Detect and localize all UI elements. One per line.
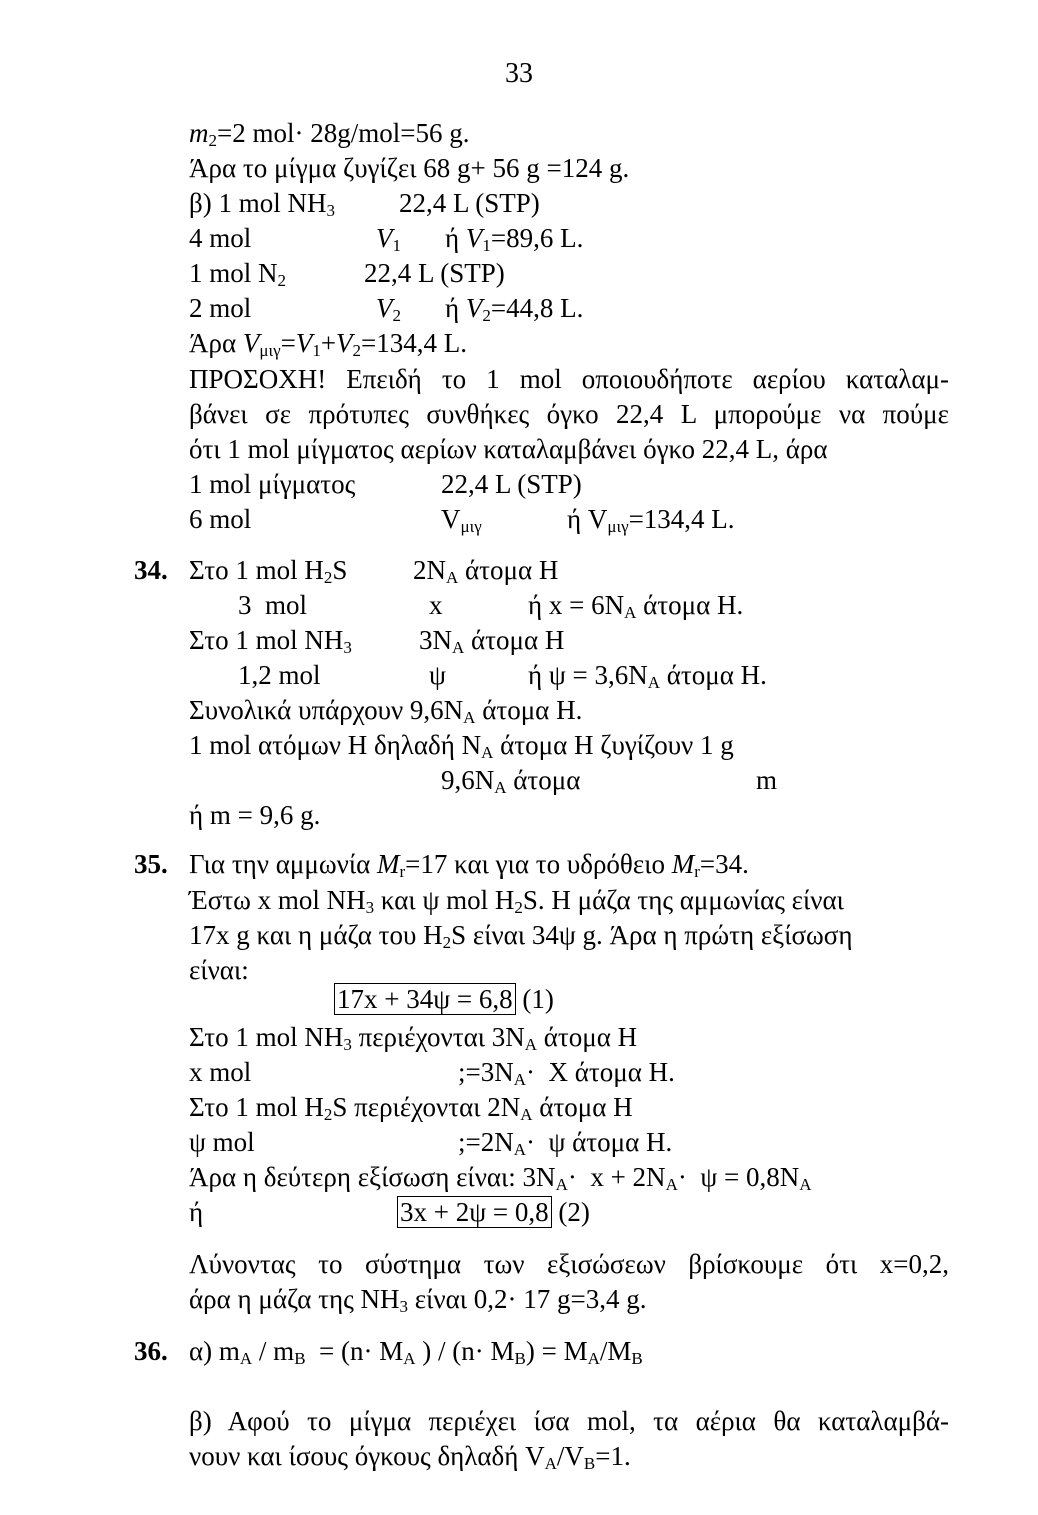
ex35-equation-1: 17x + 34ψ = 6,8 (1) bbox=[334, 986, 554, 1013]
v2-symbol: $V_2$ bbox=[376, 293, 401, 325]
ex34-h2s-atoms: $2N_A$ άτομα H bbox=[413, 555, 559, 587]
ex34-3mol: 3 mol bbox=[238, 590, 308, 620]
ex35-or: ή bbox=[189, 1197, 204, 1227]
ex34-nh3-line: Στο 1 mol $NH_3$ bbox=[189, 625, 352, 657]
ex35-line-12: άρα η μάζα της $NH_3$ είναι 0,2· 17 g=3,4 g. bbox=[189, 1284, 647, 1316]
ex34-mass-line: 1 mol ατόμων H δηλαδή $N_A$ άτομα H ζυγίζουν 1 g bbox=[189, 730, 734, 762]
ex35-line-7: Στο 1 mol $H_2S$ περιέχονται $2N_A$ άτομα H bbox=[189, 1092, 633, 1124]
n2-line: 1 mol $N_2$ bbox=[189, 258, 287, 290]
ex34-1-2mol: 1,2 mol bbox=[238, 660, 321, 690]
ex34-psi-result: ή $\psi = 3,6N_A$ άτομα H. bbox=[528, 660, 767, 692]
ex34-m: m bbox=[756, 765, 778, 795]
total-mass-line: Άρα το μίγμα ζυγίζει 68 g+ 56 g =124 g. bbox=[189, 153, 630, 183]
mix-volume: 22,4 L (STP) bbox=[441, 469, 582, 499]
ex35-psi-mol: ψ mol bbox=[189, 1127, 255, 1157]
ex36-line-1: α) $m_A / m_B = (n\cdot M_A$ ) / $(n\cdot M_B) = M_A/M_B$ bbox=[189, 1336, 643, 1368]
ex35-line-5: Στο 1 mol $NH_3$ περιέχονται $3N_A$ άτομα H bbox=[189, 1022, 638, 1054]
equation-1-box: 17x + 34ψ = 6,8 bbox=[334, 983, 516, 1015]
ex35-line-1: Για την αμμωνία $M_r=17$ και για το υδρόθειο $M_r=34$. bbox=[189, 849, 749, 881]
exercise-34-number: 34. bbox=[134, 555, 168, 585]
ex35-psi-atoms: $;=2N_A\cdot \psi$ άτομα H. bbox=[458, 1127, 673, 1159]
ex34-h2s-line: Στο 1 mol $H_2S$ bbox=[189, 555, 348, 587]
ex35-line-9: Άρα η δεύτερη εξίσωση είναι: $3N_A\cdot x + 2N_A\cdot \psi = 0,8N_A$ bbox=[189, 1162, 812, 1194]
ex35-line-3: 17x g και η μάζα του $H_2S$ είναι 34ψ g. Άρα η πρώτη εξίσωση bbox=[189, 920, 853, 952]
page-number: 33 bbox=[505, 58, 533, 89]
exercise-36-number: 36. bbox=[134, 1336, 168, 1366]
ex34-9-6na: $9,6N_A$ άτομα bbox=[441, 765, 581, 797]
nh3-volume-value: 22,4 L (STP) bbox=[399, 188, 540, 218]
ex35-line-11: Λύνοντας το σύστημα των εξισώσεων βρίσκουμε ότι x=0,2, bbox=[189, 1249, 949, 1279]
mix-6mol: 6 mol bbox=[189, 504, 252, 534]
ex34-x-result: ή $x = 6N_A$ άτομα H. bbox=[528, 590, 744, 622]
nh3-volume-line: β) 1 mol $NH_3$ bbox=[189, 188, 335, 220]
ex35-x-atoms: $;=3N_A\cdot X$ άτομα H. bbox=[458, 1057, 675, 1089]
ex35-line-2: Έστω x mol $NH_3$ και ψ mol $H_2S$. H μάζα της αμμωνίας είναι bbox=[189, 885, 844, 917]
vmix-result: ή $V_{\mu\iota\gamma}=134,4$ L. bbox=[567, 504, 735, 536]
ex34-result: ή m = 9,6 g. bbox=[189, 800, 321, 830]
exercise-35-number: 35. bbox=[134, 849, 168, 879]
ex34-psi: ψ bbox=[429, 660, 446, 690]
equation-2-box: 3x + 2ψ = 0,8 bbox=[397, 1196, 552, 1228]
vmix-symbol: $V_{\mu\iota\gamma}$ bbox=[441, 504, 482, 536]
mix-1mol: 1 mol μίγματος bbox=[189, 469, 356, 499]
ex36-line-3: νουν και ίσους όγκους δηλαδή $V_A/V_B=1$. bbox=[189, 1441, 631, 1473]
ex35-line-4: είναι: bbox=[189, 955, 249, 985]
attention-line-3: ότι 1 mol μίγματος αερίων καταλαμβάνει όγκο 22,4 L, άρα bbox=[189, 434, 828, 464]
ex34-total: Συνολικά υπάρχουν $9,6N_A$ άτομα H. bbox=[189, 695, 583, 727]
v1-symbol: $V_1$ bbox=[376, 223, 401, 255]
vmix-line: Άρα $V_{\mu\iota\gamma}=V_1+V_2=134,4$ L. bbox=[189, 328, 468, 360]
nh3-4mol: 4 mol bbox=[189, 223, 252, 253]
ex34-nh3-atoms: $3N_A$ άτομα H bbox=[419, 625, 565, 657]
mass-m2-line: $m_2=2$ mol· 28g/mol=56 g. bbox=[189, 118, 470, 150]
attention-line-2: βάνει σε πρότυπες συνθήκες όγκο 22,4 L μπορούμε να πούμε bbox=[189, 399, 949, 429]
v1-result: ή $V_1=89,6$ L. bbox=[445, 223, 584, 255]
v2-result: ή $V_2=44,8$ L. bbox=[445, 293, 584, 325]
n2-2mol: 2 mol bbox=[189, 293, 252, 323]
ex35-equation-2: 3x + 2ψ = 0,8 (2) bbox=[397, 1199, 590, 1226]
ex35-x-mol: x mol bbox=[189, 1057, 252, 1087]
ex34-x: x bbox=[429, 590, 443, 620]
n2-volume: 22,4 L (STP) bbox=[364, 258, 505, 288]
ex36-line-2: β) Αφού το μίγμα περιέχει ίσα mol, τα αέρια θα καταλαμβά- bbox=[189, 1406, 949, 1436]
attention-line-1: ΠΡΟΣΟΧΗ! Επειδή το 1 mol οποιουδήποτε αερίου καταλαμ- bbox=[189, 364, 949, 394]
